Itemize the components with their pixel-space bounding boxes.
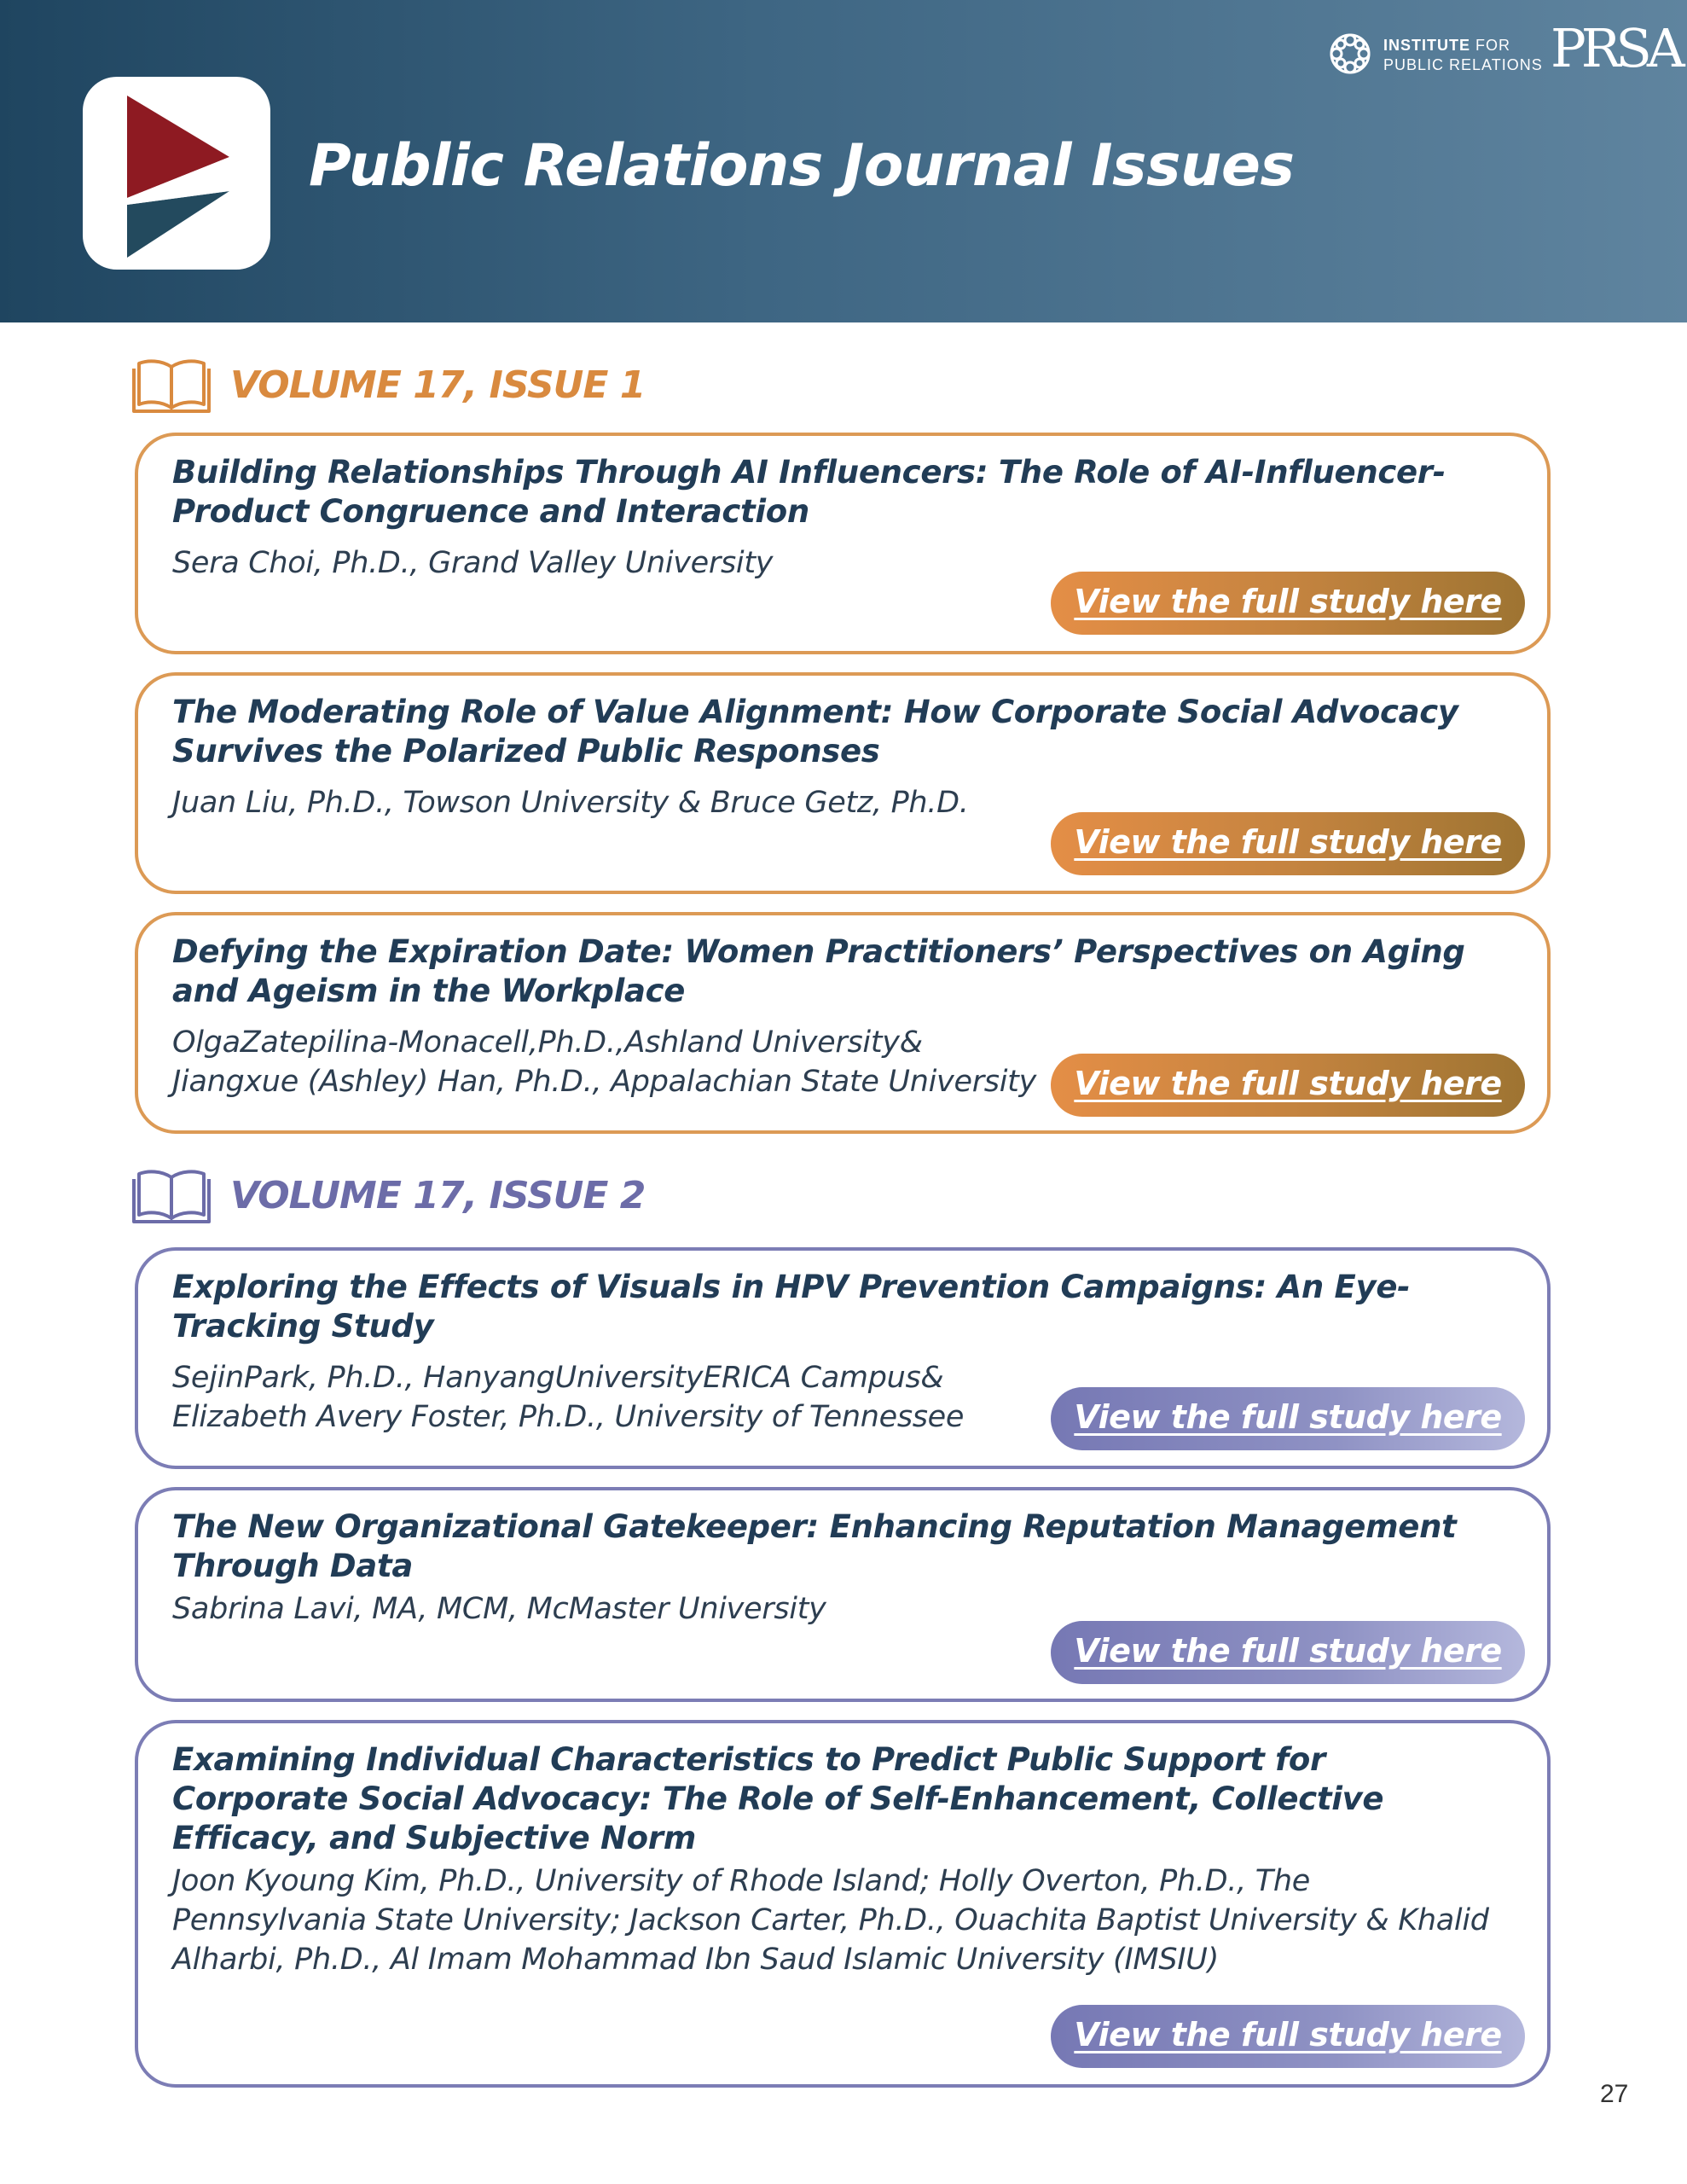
author-line: OlgaZatepilina-Monacell,Ph.D.,Ashland University&	[172, 1025, 923, 1060]
article-card	[135, 912, 1551, 1134]
article-authors: Joon Kyoung Kim, Ph.D., University of Rhode Island; Holly Overton, Ph.D., The Pennsylvania State University; Jackson Carter, Ph.D., Ouachita Baptist University & Khalid Alharbi, Ph.D., Al Imam Mohammad Ibn Saud Islamic University (IMSIU)	[172, 1864, 1489, 1977]
article-authors: Sera Choi, Ph.D., Grand Valley University	[172, 546, 774, 580]
article-card	[135, 1247, 1551, 1469]
volume-label: VOLUME 17, ISSUE 2	[230, 1174, 646, 1217]
prsa-logo: PRSA	[1551, 17, 1680, 79]
article-title: Building Relationships Through AI Influencers: The Role of AI-Influencer-Product Congruence and Interaction	[172, 454, 1446, 530]
author-line: SejinPark, Ph.D., HanyangUniversityERICA Campus&	[172, 1361, 944, 1395]
article-title: Exploring the Effects of Visuals in HPV Prevention Campaigns: An Eye-Tracking Study	[172, 1269, 1411, 1345]
page-title: Public Relations Journal Issues	[309, 132, 1295, 200]
article-card	[135, 1720, 1551, 2088]
article-title: Examining Individual Characteristics to Predict Public Support for Corporate Social Advocacy: The Role of Self-Enhancement, Collective Efficacy, and Subjective Norm	[172, 1741, 1384, 1856]
article-title: The Moderating Role of Value Alignment: How Corporate Social Advocacy Survives the Polarized Public Responses	[172, 694, 1458, 770]
view-study-button[interactable]: View the full study here	[1051, 812, 1525, 875]
article-authors: Juan Liu, Ph.D., Towson University & Bruce Getz, Ph.D.	[172, 786, 969, 820]
header-banner	[0, 0, 1687, 322]
article-title: The New Organizational Gatekeeper: Enhancing Reputation Management Through Data	[172, 1508, 1457, 1584]
article-card	[135, 1487, 1551, 1702]
ipr-name-line2: PUBLIC RELATIONS	[1383, 56, 1543, 73]
author-line: Elizabeth Avery Foster, Ph.D., University of Tennessee	[172, 1400, 965, 1434]
author-line: Jiangxue (Ashley) Han, Ph.D., Appalachian State University	[172, 1065, 1036, 1099]
view-study-button[interactable]: View the full study here	[1051, 572, 1525, 635]
ipr-emblem-icon	[1326, 30, 1374, 78]
page-number: 27	[1600, 2080, 1629, 2108]
open-book-icon	[132, 1167, 211, 1225]
view-study-button[interactable]: View the full study here	[1051, 2005, 1525, 2068]
article-card	[135, 672, 1551, 894]
ipr-logo	[1326, 30, 1543, 81]
open-book-icon	[132, 357, 211, 415]
article-title: Defying the Expiration Date: Women Practitioners’ Perspectives on Aging and Ageism in the Workplace	[172, 933, 1465, 1009]
article-authors: Sabrina Lavi, MA, MCM, McMaster University	[172, 1592, 826, 1626]
ipr-name-line1: INSTITUTE FOR	[1383, 37, 1511, 54]
volume-label: VOLUME 17, ISSUE 1	[230, 363, 646, 407]
view-study-button[interactable]: View the full study here	[1051, 1387, 1525, 1450]
view-study-button[interactable]: View the full study here	[1051, 1054, 1525, 1117]
play-arrow-logo-icon	[127, 96, 229, 258]
journal-logo	[83, 77, 270, 270]
view-study-button[interactable]: View the full study here	[1051, 1621, 1525, 1684]
article-card	[135, 433, 1551, 654]
